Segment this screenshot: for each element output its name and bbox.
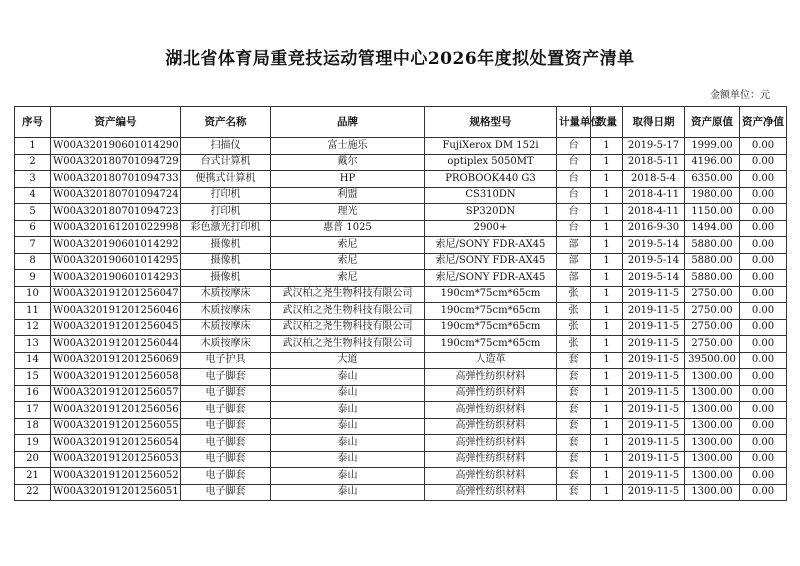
cell-net-value: 0.00 [740,319,787,336]
table-row [15,352,787,369]
cell-original-value: 5880.00 [685,237,740,254]
cell-acquired-date: 2019-11-5 [623,352,685,369]
cell-original-value: 6350.00 [685,171,740,188]
cell-net-value: 0.00 [740,451,787,468]
cell-asset-name: 摄像机 [181,237,271,254]
cell-asset-name: 电子脚套 [181,484,271,501]
table-row [15,138,787,155]
cell-asset-code: W00A320191201256054 [51,435,181,452]
header-net-value: 资产净值 [740,107,787,138]
table-row [15,418,787,435]
cell-acquired-date: 2019-11-5 [623,451,685,468]
cell-brand: 惠普 1025 [271,220,425,237]
cell-net-value: 0.00 [740,336,787,353]
cell-acquired-date: 2016-9-30 [623,220,685,237]
cell-unit: 张 [557,303,591,320]
cell-acquired-date: 2019-11-5 [623,402,685,419]
cell-brand: 泰山 [271,435,425,452]
cell-spec-model: 索尼/SONY FDR-AX45 [425,253,557,270]
cell-acquired-date: 2019-11-5 [623,484,685,501]
cell-asset-name: 打印机 [181,187,271,204]
cell-original-value: 1300.00 [685,369,740,386]
cell-original-value: 1300.00 [685,435,740,452]
cell-index: 20 [15,451,51,468]
cell-brand: 武汉柏之尧生物科技有限公司 [271,286,425,303]
cell-brand: 武汉柏之尧生物科技有限公司 [271,303,425,320]
cell-quantity: 1 [591,286,623,303]
cell-spec-model: SP320DN [425,204,557,221]
cell-original-value: 1300.00 [685,468,740,485]
cell-net-value: 0.00 [740,484,787,501]
cell-net-value: 0.00 [740,468,787,485]
cell-quantity: 1 [591,138,623,155]
header-quantity: 数量 [591,107,623,138]
table-row [15,171,787,188]
table-row [15,303,787,320]
cell-asset-name: 打印机 [181,204,271,221]
cell-original-value: 2750.00 [685,336,740,353]
cell-quantity: 1 [591,237,623,254]
cell-net-value: 0.00 [740,435,787,452]
cell-brand: 利盟 [271,187,425,204]
cell-acquired-date: 2019-11-5 [623,369,685,386]
cell-asset-name: 电子脚套 [181,468,271,485]
cell-quantity: 1 [591,435,623,452]
cell-acquired-date: 2019-11-5 [623,385,685,402]
cell-quantity: 1 [591,319,623,336]
header-brand: 品牌 [271,107,425,138]
cell-spec-model: optiplex 5050MT [425,154,557,171]
cell-unit: 台 [557,204,591,221]
cell-asset-code: W00A320191201256069 [51,352,181,369]
cell-unit: 部 [557,237,591,254]
cell-net-value: 0.00 [740,220,787,237]
cell-quantity: 1 [591,270,623,287]
cell-spec-model: 高弹性纺织材料 [425,369,557,386]
cell-quantity: 1 [591,220,623,237]
cell-net-value: 0.00 [740,138,787,155]
cell-brand: 泰山 [271,402,425,419]
table-row [15,451,787,468]
cell-brand: 富士施乐 [271,138,425,155]
header-unit: 计量单位 [557,107,591,138]
cell-unit: 套 [557,352,591,369]
cell-unit: 台 [557,187,591,204]
cell-original-value: 1300.00 [685,451,740,468]
cell-unit: 套 [557,418,591,435]
cell-original-value: 1300.00 [685,385,740,402]
cell-quantity: 1 [591,204,623,221]
cell-asset-code: W00A320191201256045 [51,319,181,336]
cell-asset-name: 木质按摩床 [181,286,271,303]
cell-acquired-date: 2019-11-5 [623,303,685,320]
header-acquired-date: 取得日期 [623,107,685,138]
table-row [15,204,787,221]
cell-asset-name: 木质按摩床 [181,303,271,320]
cell-brand: 泰山 [271,385,425,402]
cell-quantity: 1 [591,352,623,369]
cell-asset-name: 摄像机 [181,253,271,270]
document-title: 湖北省体育局重竞技运动管理中心2026年度拟处置资产清单 [165,49,635,69]
cell-index: 3 [15,171,51,188]
cell-net-value: 0.00 [740,204,787,221]
cell-index: 13 [15,336,51,353]
cell-index: 14 [15,352,51,369]
cell-asset-code: W00A320191201256052 [51,468,181,485]
cell-quantity: 1 [591,385,623,402]
cell-quantity: 1 [591,187,623,204]
cell-asset-name: 便携式计算机 [181,171,271,188]
cell-net-value: 0.00 [740,270,787,287]
header-asset-code: 资产编号 [51,107,181,138]
cell-asset-name: 电子脚套 [181,418,271,435]
cell-net-value: 0.00 [740,237,787,254]
table-row [15,237,787,254]
table-row [15,270,787,287]
cell-index: 7 [15,237,51,254]
cell-index: 11 [15,303,51,320]
table-row [15,319,787,336]
cell-net-value: 0.00 [740,352,787,369]
cell-brand: 泰山 [271,369,425,386]
cell-net-value: 0.00 [740,171,787,188]
cell-unit: 张 [557,336,591,353]
cell-acquired-date: 2019-11-5 [623,319,685,336]
cell-spec-model: 高弹性纺织材料 [425,468,557,485]
cell-asset-code: W00A320191201256046 [51,303,181,320]
cell-original-value: 1494.00 [685,220,740,237]
cell-spec-model: 190cm*75cm*65cm [425,286,557,303]
cell-asset-name: 电子护具 [181,352,271,369]
cell-acquired-date: 2018-4-11 [623,187,685,204]
cell-net-value: 0.00 [740,402,787,419]
table-row [15,154,787,171]
cell-acquired-date: 2018-5-11 [623,154,685,171]
cell-asset-code: W00A320190601014290 [51,138,181,155]
cell-brand: 泰山 [271,484,425,501]
header-asset-name: 资产名称 [181,107,271,138]
cell-acquired-date: 2019-11-5 [623,286,685,303]
table-row [15,286,787,303]
cell-acquired-date: 2019-11-5 [623,468,685,485]
cell-asset-code: W00A320161201022998 [51,220,181,237]
cell-unit: 部 [557,253,591,270]
cell-asset-code: W00A320190601014292 [51,237,181,254]
cell-original-value: 1300.00 [685,418,740,435]
cell-spec-model: 高弹性纺织材料 [425,484,557,501]
cell-asset-code: W00A320180701094733 [51,171,181,188]
table-row [15,484,787,501]
cell-spec-model: 190cm*75cm*65cm [425,303,557,320]
cell-net-value: 0.00 [740,418,787,435]
cell-asset-name: 木质按摩床 [181,336,271,353]
cell-index: 17 [15,402,51,419]
cell-asset-code: W00A320180701094723 [51,204,181,221]
cell-spec-model: FujiXerox DM 152i [425,138,557,155]
cell-unit: 套 [557,484,591,501]
cell-acquired-date: 2019-5-14 [623,270,685,287]
cell-quantity: 1 [591,451,623,468]
cell-asset-code: W00A320190601014293 [51,270,181,287]
cell-acquired-date: 2019-5-14 [623,253,685,270]
cell-asset-name: 摄像机 [181,270,271,287]
cell-original-value: 39500.00 [685,352,740,369]
cell-original-value: 5880.00 [685,270,740,287]
cell-original-value: 1300.00 [685,484,740,501]
cell-brand: 泰山 [271,468,425,485]
cell-asset-code: W00A320191201256056 [51,402,181,419]
cell-net-value: 0.00 [740,286,787,303]
cell-original-value: 1300.00 [685,402,740,419]
cell-net-value: 0.00 [740,187,787,204]
cell-index: 4 [15,187,51,204]
cell-net-value: 0.00 [740,253,787,270]
cell-original-value: 5880.00 [685,253,740,270]
cell-index: 22 [15,484,51,501]
header-spec-model: 规格型号 [425,107,557,138]
cell-original-value: 1150.00 [685,204,740,221]
table-row [15,336,787,353]
table-row [15,187,787,204]
cell-asset-code: W00A320191201256055 [51,418,181,435]
cell-unit: 张 [557,319,591,336]
cell-brand: 索尼 [271,237,425,254]
cell-original-value: 1999.00 [685,138,740,155]
cell-acquired-date: 2019-5-17 [623,138,685,155]
cell-quantity: 1 [591,154,623,171]
cell-spec-model: 190cm*75cm*65cm [425,319,557,336]
cell-quantity: 1 [591,253,623,270]
cell-unit: 套 [557,402,591,419]
cell-spec-model: 2900+ [425,220,557,237]
cell-asset-name: 电子脚套 [181,435,271,452]
cell-acquired-date: 2018-5-4 [623,171,685,188]
table-row [15,385,787,402]
cell-unit: 张 [557,286,591,303]
cell-asset-name: 电子脚套 [181,451,271,468]
table-row [15,369,787,386]
cell-unit: 台 [557,220,591,237]
cell-spec-model: 索尼/SONY FDR-AX45 [425,237,557,254]
cell-unit: 部 [557,270,591,287]
cell-quantity: 1 [591,336,623,353]
table-row [15,435,787,452]
cell-brand: HP [271,171,425,188]
cell-spec-model: 190cm*75cm*65cm [425,336,557,353]
cell-index: 1 [15,138,51,155]
cell-spec-model: PROBOOK440 G3 [425,171,557,188]
cell-brand: 泰山 [271,418,425,435]
cell-original-value: 2750.00 [685,303,740,320]
cell-index: 6 [15,220,51,237]
cell-unit: 台 [557,171,591,188]
cell-asset-code: W00A320180701094724 [51,187,181,204]
table-row [15,468,787,485]
header-index: 序号 [15,107,51,138]
cell-index: 21 [15,468,51,485]
cell-asset-code: W00A320191201256058 [51,369,181,386]
cell-unit: 台 [557,154,591,171]
cell-index: 16 [15,385,51,402]
cell-brand: 戴尔 [271,154,425,171]
cell-spec-model: 高弹性纺织材料 [425,402,557,419]
currency-unit-label: 金额单位：元 [710,90,770,101]
cell-brand: 大道 [271,352,425,369]
cell-asset-name: 木质按摩床 [181,319,271,336]
cell-unit: 套 [557,468,591,485]
cell-net-value: 0.00 [740,303,787,320]
table-row [15,220,787,237]
cell-asset-name: 彩色激光打印机 [181,220,271,237]
cell-asset-code: W00A320191201256057 [51,385,181,402]
cell-unit: 套 [557,435,591,452]
table-header-row [15,107,787,138]
cell-brand: 泰山 [271,451,425,468]
cell-unit: 台 [557,138,591,155]
cell-spec-model: CS310DN [425,187,557,204]
cell-quantity: 1 [591,468,623,485]
cell-original-value: 4196.00 [685,154,740,171]
cell-net-value: 0.00 [740,154,787,171]
cell-original-value: 2750.00 [685,319,740,336]
cell-brand: 索尼 [271,270,425,287]
cell-quantity: 1 [591,303,623,320]
cell-acquired-date: 2019-11-5 [623,418,685,435]
header-original-value: 资产原值 [685,107,740,138]
table-body [15,138,787,501]
cell-asset-name: 台式计算机 [181,154,271,171]
cell-unit: 套 [557,451,591,468]
cell-spec-model: 高弹性纺织材料 [425,385,557,402]
cell-original-value: 2750.00 [685,286,740,303]
cell-index: 5 [15,204,51,221]
cell-quantity: 1 [591,171,623,188]
table-row [15,253,787,270]
cell-spec-model: 人造革 [425,352,557,369]
cell-brand: 理光 [271,204,425,221]
cell-unit: 套 [557,369,591,386]
cell-brand: 武汉柏之尧生物科技有限公司 [271,319,425,336]
cell-index: 9 [15,270,51,287]
cell-spec-model: 索尼/SONY FDR-AX45 [425,270,557,287]
cell-asset-name: 电子脚套 [181,402,271,419]
cell-index: 15 [15,369,51,386]
cell-index: 8 [15,253,51,270]
cell-index: 12 [15,319,51,336]
cell-spec-model: 高弹性纺织材料 [425,435,557,452]
cell-quantity: 1 [591,402,623,419]
cell-index: 19 [15,435,51,452]
cell-quantity: 1 [591,369,623,386]
cell-spec-model: 高弹性纺织材料 [425,451,557,468]
cell-asset-code: W00A320190601014295 [51,253,181,270]
cell-asset-name: 电子脚套 [181,385,271,402]
cell-asset-code: W00A320191201256051 [51,484,181,501]
cell-index: 18 [15,418,51,435]
cell-asset-name: 电子脚套 [181,369,271,386]
cell-brand: 武汉柏之尧生物科技有限公司 [271,336,425,353]
cell-asset-name: 扫描仪 [181,138,271,155]
cell-net-value: 0.00 [740,385,787,402]
cell-index: 2 [15,154,51,171]
cell-unit: 套 [557,385,591,402]
cell-quantity: 1 [591,418,623,435]
cell-asset-code: W00A320191201256053 [51,451,181,468]
cell-asset-code: W00A320180701094729 [51,154,181,171]
table-row [15,402,787,419]
cell-acquired-date: 2018-4-11 [623,204,685,221]
cell-original-value: 1980.00 [685,187,740,204]
cell-asset-code: W00A320191201256044 [51,336,181,353]
asset-disposal-table [14,106,787,501]
cell-asset-code: W00A320191201256047 [51,286,181,303]
cell-acquired-date: 2019-5-14 [623,237,685,254]
cell-brand: 索尼 [271,253,425,270]
cell-acquired-date: 2019-11-5 [623,435,685,452]
cell-index: 10 [15,286,51,303]
cell-quantity: 1 [591,484,623,501]
cell-net-value: 0.00 [740,369,787,386]
cell-acquired-date: 2019-11-5 [623,336,685,353]
cell-spec-model: 高弹性纺织材料 [425,418,557,435]
